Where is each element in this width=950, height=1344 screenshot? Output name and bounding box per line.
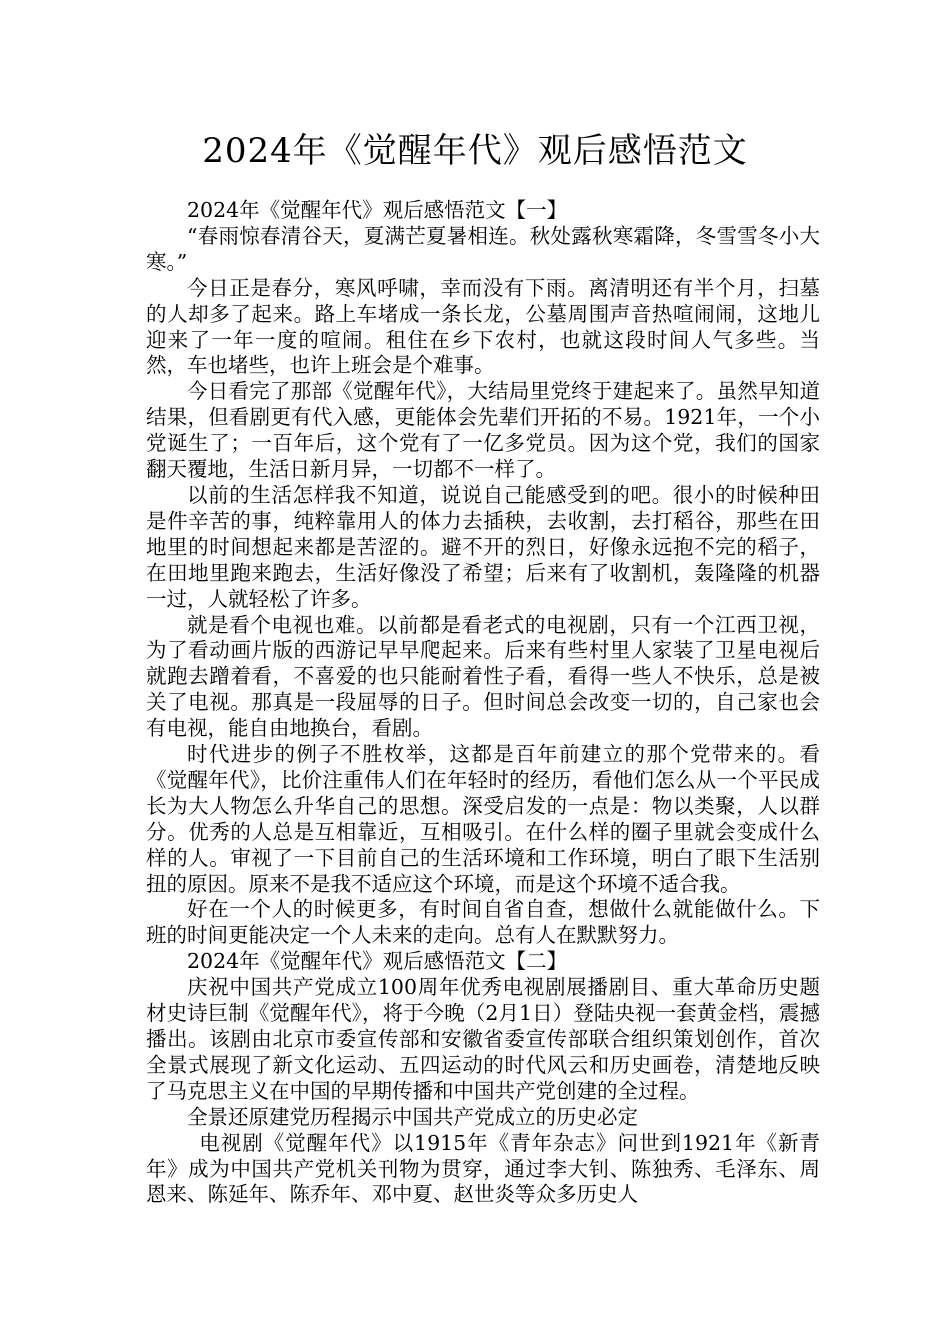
section-heading-one: 2024年《觉醒年代》观后感悟范文【一】 [187,198,568,222]
paragraph-spring-equinox: 今日正是春分，寒风呼啸，幸而没有下雨。离清明还有半个月，扫墓的人却多了起来。路上车堵成一条长龙，公墓周围声音热喧闹闹，这地儿迎来了一年一度的喧闹。租住在乡下农村，也就这段时间人气多些。当然，车也堵些，也许上班会是个难事。 [146,275,820,378]
paragraph-poem-quote: “春雨惊春清谷天，夏满芒夏暑相连。秋处露秋寒霜降，冬雪雪冬小大寒。” [146,223,820,274]
paragraph-drama-overview: 电视剧《觉醒年代》以1915年《青年杂志》问世到1921年《新青年》成为中国共产党机关刊物为贯穿，通过李大钊、陈独秀、毛泽东、周恩来、陈延年、陈乔年、邓中夏、赵世炎等众多历史人 [146,1130,820,1207]
paragraph-finale: 今日看完了那部《觉醒年代》，大结局里党终于建起来了。虽然早知道结果，但看剧更有代入感，更能体会先辈们开拓的不易。1921年，一个小党诞生了；一百年后，这个党有了一亿多党员。因为这个党，我们的国家翻天覆地，生活日新月异，一切都不一样了。 [146,379,820,482]
document-body [146,198,820,1208]
document-title: 2024年《觉醒年代》观后感悟范文 [202,131,748,171]
paragraph-subheading: 全景还原建党历程揭示中国共产党成立的历史必定 [187,1104,638,1129]
paragraph-broadcast-announcement: 庆祝中国共产党成立100周年优秀电视剧展播剧目、重大革命历史题材史诗巨制《觉醒年代》，将于今晚（2月1日）登陆央视一套黄金档，震撼播出。该剧由北京市委宣传部和安徽省委宣传部联合组织策划创作，首次全景式展现了新文化运动、五四运动的时代风云和历史画卷，清楚地反映了马克思主义在中国的早期传播和中国共产党创建的全过程。 [146,975,820,1103]
paragraph-television-memories: 就是看个电视也难。以前都是看老式的电视剧，只有一个江西卫视，为了看动画片版的西游记早早爬起来。后来有些村里人家装了卫星电视后就跑去蹭着看，不喜爱的也只能耐着性子看，看得一些人不快乐，总是被关了电视。那真是一段屈辱的日子。但时间总会改变一切的，自己家也会有电视，能自由地换台，看剧。 [146,612,820,741]
paragraph-self-reflection: 好在一个人的时候更多，有时间自省自查，想做什么就能做什么。下班的时间更能决定一个人未来的走向。总有人在默默努力。 [146,897,820,948]
paragraph-progress: 时代进步的例子不胜枚举，这都是百年前建立的那个党带来的。看《觉醒年代》，比价注重伟人们在年轻时的经历，看他们怎么从一个平民成长为大人物怎么升华自己的思想。深受启发的一点是：物以类聚，人以群分。优秀的人总是互相靠近，互相吸引。在什么样的圈子里就会变成什么样的人。审视了一下目前自己的生活环境和工作环境，明白了眼下生活别扭的原因。原来不是我不适应这个环境，而是这个环境不适合我。 [146,742,820,896]
paragraph-farming-memories: 以前的生活怎样我不知道，说说自己能感受到的吧。很小的时候种田是件辛苦的事，纯粹靠用人的体力去插秧，去收割，去打稻谷，那些在田地里的时间想起来都是苦涩的。避不开的烈日，好像永远抱不完的稻子，在田地里跑来跑去，生活好像没了希望；后来有了收割机，轰隆隆的机器一过，人就轻松了许多。 [146,482,820,611]
section-heading-two: 2024年《觉醒年代》观后感悟范文【二】 [187,949,568,974]
